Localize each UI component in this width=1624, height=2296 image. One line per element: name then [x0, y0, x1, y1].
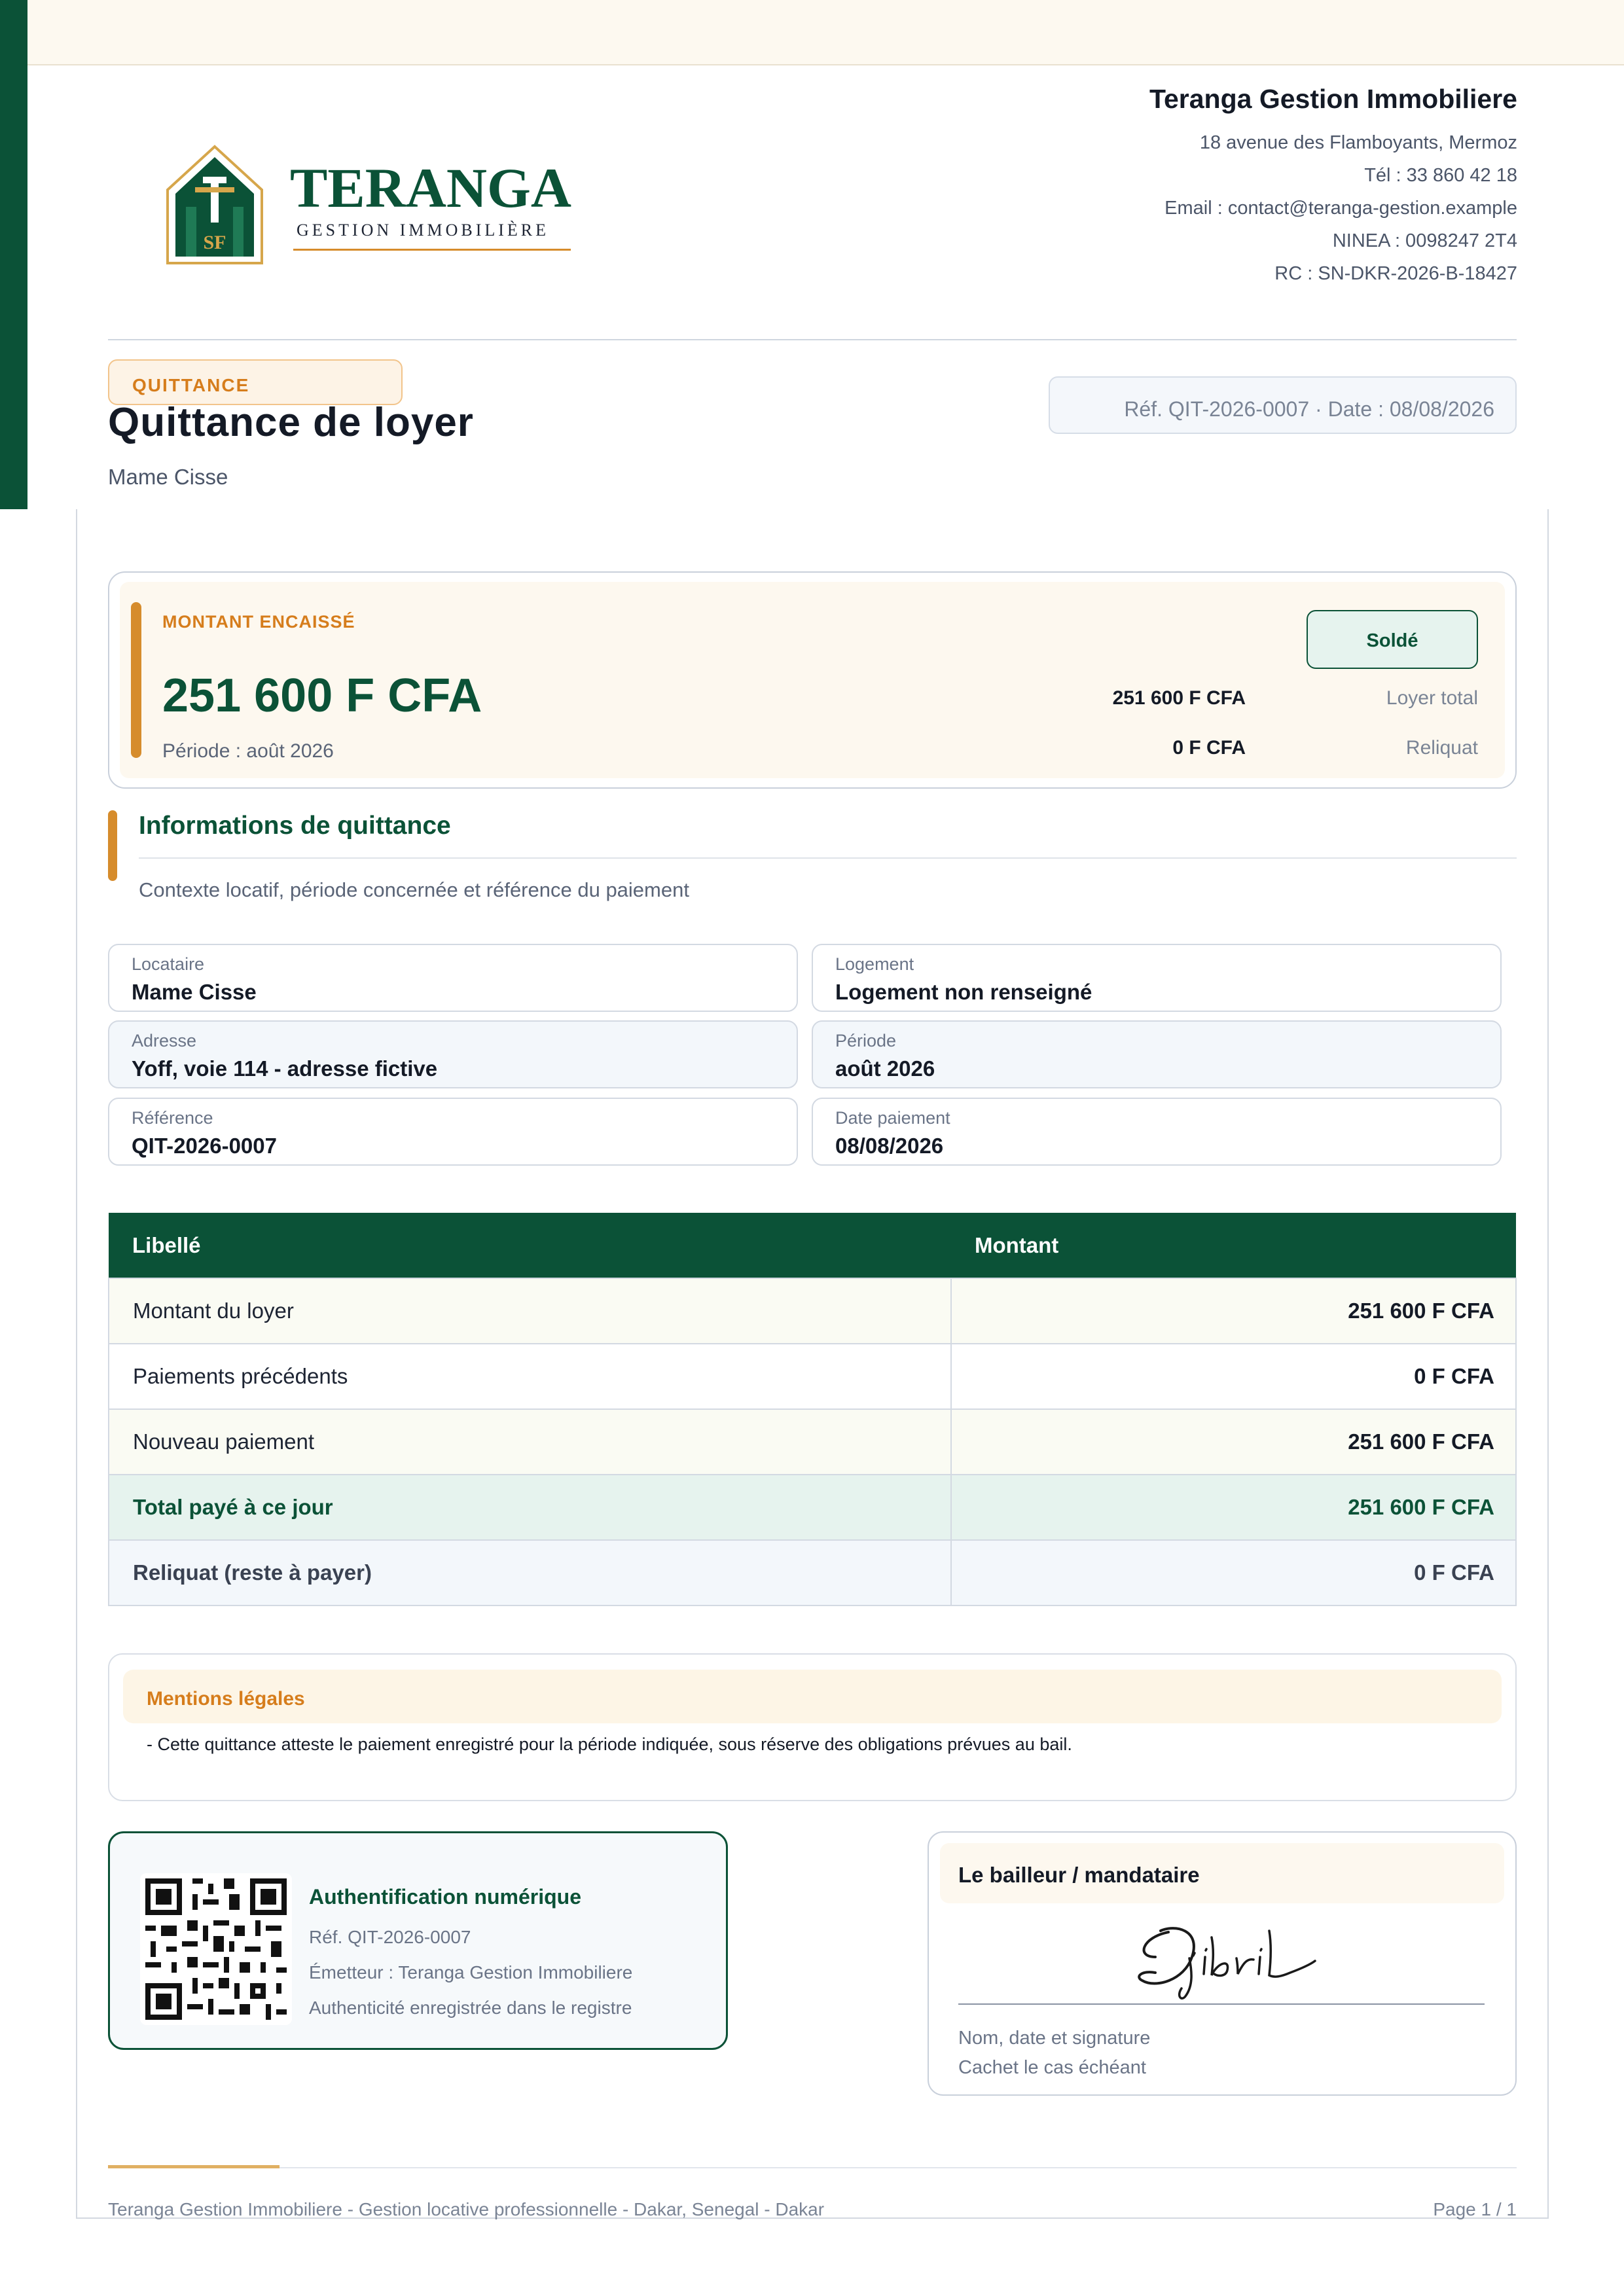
amount-period: Période : août 2026 — [162, 740, 334, 762]
field-value: QIT-2026-0007 — [132, 1134, 277, 1158]
logo-monogram: SF — [203, 232, 226, 253]
reference-date-box: Réf. QIT-2026-0007 · Date : 08/08/2026 — [1049, 376, 1517, 434]
table-row — [109, 1344, 1516, 1409]
signature-line — [958, 2003, 1485, 2005]
amount-value: 251 600 F CFA — [162, 670, 482, 722]
amount-accent-bar — [131, 602, 141, 758]
table-row-balance — [109, 1540, 1516, 1605]
summary-total-value: 251 600 F CFA — [1112, 687, 1246, 709]
table-row — [109, 1278, 1516, 1344]
column-header-amount: Montant — [951, 1213, 1516, 1278]
summary-total-label: Loyer total — [1386, 687, 1478, 709]
authentication-title: Authentification numérique — [309, 1885, 581, 1909]
header-divider — [108, 339, 1517, 340]
row-amount: 0 F CFA — [951, 1344, 1516, 1409]
teranga-logo — [162, 144, 581, 268]
field-reference — [108, 1098, 798, 1166]
row-label: Reliquat (reste à payer) — [109, 1540, 951, 1605]
summary-balance-value: 0 F CFA — [1172, 737, 1246, 759]
field-value: Yoff, voie 114 - adresse fictive — [132, 1056, 438, 1081]
field-tenant — [108, 944, 798, 1012]
tenant-name: Mame Cisse — [108, 465, 228, 489]
row-label: Paiements précédents — [109, 1344, 951, 1409]
side-accent-bar — [0, 0, 27, 509]
row-amount: 0 F CFA — [951, 1540, 1516, 1605]
status-badge: Soldé — [1307, 610, 1478, 669]
document-type-badge: QUITTANCE — [108, 359, 403, 405]
footer-accent — [108, 2165, 280, 2168]
summary-balance-label: Reliquat — [1405, 737, 1478, 759]
footer-divider — [108, 2167, 1517, 2168]
field-label: Logement — [835, 954, 914, 974]
handwritten-signature — [1129, 1918, 1319, 2009]
logo-subtitle: GESTION IMMOBILIÈRE — [297, 221, 550, 240]
signature-note-stamp: Cachet le cas échéant — [958, 2057, 1146, 2078]
company-rc: RC : SN-DKR-2026-B-18427 — [1274, 263, 1517, 284]
row-label: Montant du loyer — [109, 1278, 951, 1344]
table-row-total — [109, 1475, 1516, 1540]
field-value: août 2026 — [835, 1056, 935, 1081]
signature-title: Le bailleur / mandataire — [940, 1843, 1504, 1903]
company-address: 18 avenue des Flamboyants, Mermoz — [1199, 132, 1517, 153]
section-accent-bar — [108, 810, 117, 881]
legal-mentions-text: - Cette quittance atteste le paiement enregistré pour la période indiquée, sous réserve des obligations prévues au bail. — [147, 1734, 1072, 1754]
field-housing — [812, 944, 1502, 1012]
section-subtitle: Contexte locatif, période concernée et référence du paiement — [139, 878, 689, 901]
section-title: Informations de quittance — [139, 812, 451, 840]
authentication-note: Authenticité enregistrée dans le registre — [309, 1998, 632, 2018]
field-address — [108, 1020, 798, 1088]
field-value: 08/08/2026 — [835, 1134, 944, 1158]
payment-table — [108, 1213, 1517, 1606]
amount-label: MONTANT ENCAISSÉ — [162, 612, 355, 632]
authentication-issuer: Émetteur : Teranga Gestion Immobiliere — [309, 1962, 633, 1982]
column-header-label: Libellé — [109, 1213, 951, 1278]
field-value: Logement non renseigné — [835, 980, 1092, 1004]
qr-code-icon — [140, 1873, 292, 2025]
row-amount: 251 600 F CFA — [951, 1278, 1516, 1344]
field-label: Locataire — [132, 954, 205, 974]
field-label: Date paiement — [835, 1108, 950, 1128]
field-period — [812, 1020, 1502, 1088]
logo-wordmark: TERANGA — [290, 156, 572, 219]
table-header-row — [109, 1213, 1516, 1278]
row-label: Total payé à ce jour — [109, 1475, 951, 1540]
top-band — [0, 0, 1624, 65]
field-label: Adresse — [132, 1031, 197, 1050]
row-label: Nouveau paiement — [109, 1409, 951, 1475]
company-block — [1149, 84, 1517, 290]
authentication-reference: Réf. QIT-2026-0007 — [309, 1927, 471, 1947]
row-amount: 251 600 F CFA — [951, 1475, 1516, 1540]
document-title: Quittance de loyer — [108, 400, 474, 445]
legal-mentions-title: Mentions légales — [123, 1670, 1502, 1723]
footer-company-line: Teranga Gestion Immobiliere - Gestion locative professionnelle - Dakar, Senegal - Dakar — [108, 2199, 825, 2219]
company-ninea: NINEA : 0098247 2T4 — [1332, 230, 1517, 251]
field-label: Référence — [132, 1108, 213, 1128]
field-payment-date — [812, 1098, 1502, 1166]
section-divider — [139, 857, 1517, 859]
signature-note-name: Nom, date et signature — [958, 2028, 1151, 2049]
company-email: Email : contact@teranga-gestion.example — [1164, 198, 1517, 219]
page-number: Page 1 / 1 — [1433, 2199, 1517, 2219]
field-value: Mame Cisse — [132, 980, 257, 1004]
field-label: Période — [835, 1031, 897, 1050]
table-row — [109, 1409, 1516, 1475]
company-name: Teranga Gestion Immobiliere — [1149, 84, 1517, 114]
company-phone: Tél : 33 860 42 18 — [1364, 165, 1517, 186]
row-amount: 251 600 F CFA — [951, 1409, 1516, 1475]
